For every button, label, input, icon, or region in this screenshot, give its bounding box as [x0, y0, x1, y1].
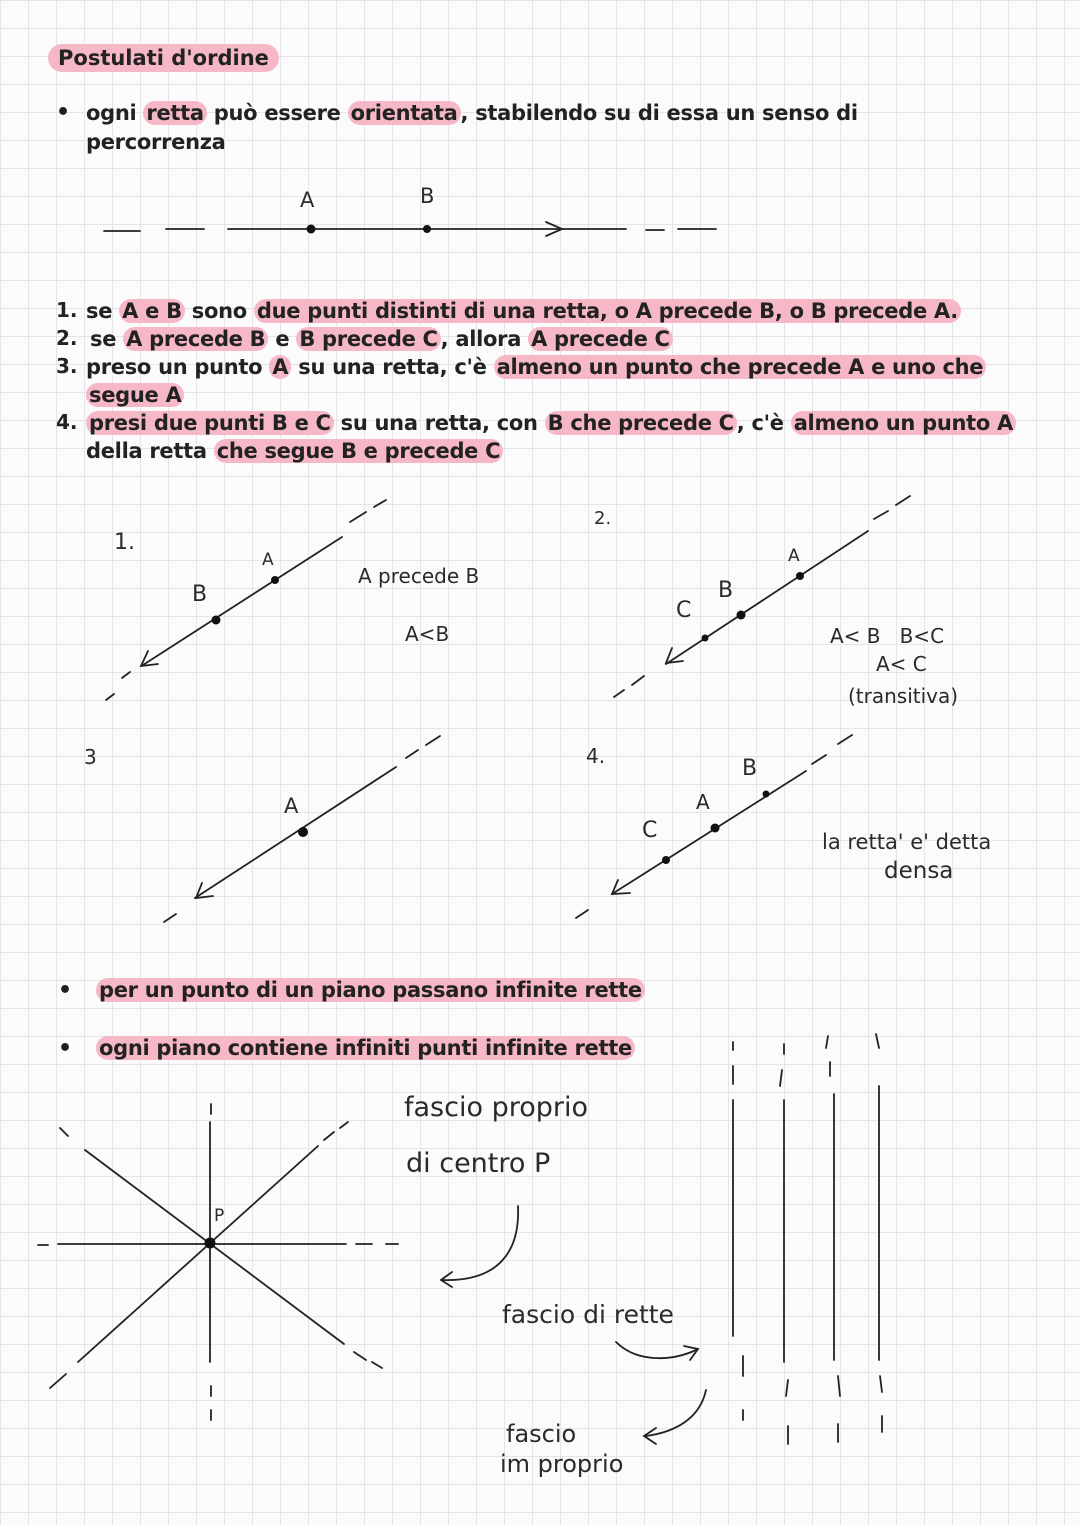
dash-segment — [106, 694, 114, 700]
highlight: ogni piano contiene infiniti punti infinite rette — [96, 1036, 635, 1060]
text-segment: sono — [184, 299, 254, 323]
pencil-line-diagonal — [85, 1150, 344, 1344]
highlight: che segue B e precede C — [214, 439, 504, 463]
fig4-point-b — [763, 791, 770, 798]
dash-segment — [838, 1376, 840, 1396]
label-b: B — [420, 184, 435, 208]
highlight: due punti distinti di una retta, o A precede B, o B precede A. — [254, 299, 961, 323]
highlight: A precede C — [528, 327, 673, 351]
figure-number: 4. — [586, 744, 606, 768]
list-number: 2. — [56, 326, 78, 350]
dash-segment — [786, 1380, 788, 1396]
highlight: A precede B — [123, 327, 268, 351]
highlight-orientata: orientata — [348, 101, 461, 125]
dash-segment — [426, 736, 440, 745]
postulate-3-line2 — [86, 381, 184, 409]
bullet-infinite-lines — [96, 976, 645, 1004]
postulate-2 — [90, 325, 673, 353]
point-a — [307, 225, 316, 234]
text-segment: preso un punto — [86, 355, 270, 379]
dash-segment — [576, 910, 588, 918]
dash-segment — [880, 1376, 882, 1392]
fig1-note: A<B — [405, 622, 450, 646]
list-number: 1. — [56, 298, 78, 322]
text-segment: , allora — [440, 327, 529, 351]
page-title: Postulati d'ordine — [48, 44, 279, 72]
fascio-rette-label: fascio di rette — [502, 1300, 674, 1329]
dash-segment — [876, 1034, 879, 1048]
fig4-point-c — [662, 856, 670, 864]
fascio-improprio-label: im proprio — [500, 1450, 624, 1478]
dash-segment — [406, 750, 418, 758]
postulate-1 — [86, 297, 961, 325]
fig2-point-a — [796, 572, 804, 580]
bullet-dot: • — [58, 978, 73, 1003]
highlight: B che precede C — [545, 411, 737, 435]
dash-segment — [374, 500, 386, 507]
fig4-label-a: A — [696, 790, 710, 814]
fascio-proprio-label: di centro P — [406, 1148, 551, 1179]
fig1-label-b: B — [192, 582, 208, 607]
highlight: presi due punti B e C — [86, 411, 334, 435]
dash-segment — [122, 672, 130, 678]
text-segment: su una retta, c'è — [291, 355, 494, 379]
dash-segment — [350, 512, 366, 522]
fig1-line — [143, 537, 342, 665]
fig2-point-c — [702, 635, 709, 642]
text-segment: , c'è — [736, 411, 791, 435]
highlight: A e B — [119, 299, 185, 323]
dash-segment — [340, 1122, 348, 1128]
text-segment: ogni — [86, 101, 144, 125]
fig2-note: A< B B<C — [830, 624, 945, 648]
fig2-label-b: B — [718, 578, 734, 603]
fig1-label-a: A — [262, 550, 274, 570]
dash-segment — [780, 1070, 782, 1086]
text-segment: può essere — [206, 101, 348, 125]
dash-segment — [60, 1128, 68, 1136]
figure-number: 3 — [84, 745, 97, 769]
pencil-line-diagonal — [78, 1146, 318, 1362]
dash-segment — [812, 755, 826, 764]
fig2-label-c: C — [676, 598, 692, 623]
postulate-4-line2 — [86, 437, 503, 465]
fig3-point-a — [298, 827, 308, 837]
list-number: 4. — [56, 410, 78, 434]
fig2-point-b — [737, 611, 746, 620]
figure-number: 1. — [114, 530, 135, 555]
text-segment: se — [90, 327, 124, 351]
fig1-point-a — [271, 576, 279, 584]
fascio-proprio-label: fascio proprio — [404, 1092, 588, 1123]
curved-arrow — [616, 1342, 696, 1358]
dash-segment — [896, 496, 910, 505]
fig2-label-a: A — [788, 546, 800, 566]
text-segment: e — [268, 327, 297, 351]
list-number: 3. — [56, 354, 78, 378]
dash-segment — [50, 1374, 66, 1388]
text-segment: , stabilendo su di essa un senso di — [460, 101, 858, 125]
fig4-point-a — [711, 824, 720, 833]
fig1-point-b — [212, 616, 221, 625]
fig1-note: A precede B — [358, 564, 480, 588]
fig4-note: densa — [884, 858, 954, 884]
fascio-improprio-label: fascio — [506, 1420, 577, 1448]
highlight-retta: retta — [143, 101, 206, 125]
bullet-dot: • — [58, 1036, 73, 1061]
bullet-dot: • — [56, 100, 71, 125]
bullet-plane-contains — [96, 1034, 635, 1062]
point-p — [205, 1238, 216, 1249]
curved-arrow — [442, 1206, 518, 1280]
dash-segment — [372, 1362, 382, 1368]
bullet-orientation-line2: percorrenza — [86, 130, 226, 154]
highlight: B precede C — [296, 327, 440, 351]
dash-segment — [354, 1352, 366, 1360]
highlight: almeno un punto che precede A e uno che — [494, 355, 987, 379]
postulate-4 — [86, 409, 1016, 437]
dash-segment — [826, 1036, 828, 1048]
highlight: segue A — [86, 383, 184, 407]
text-segment: della retta — [86, 439, 214, 463]
text-segment: su una retta, con — [333, 411, 545, 435]
fig2-note: A< C — [876, 652, 927, 676]
fig3-label-a: A — [284, 794, 299, 818]
fig4-note: la retta' e' detta — [822, 830, 992, 854]
dash-segment — [874, 511, 888, 519]
highlight: almeno un punto A — [791, 411, 1016, 435]
fig2-note: (transitiva) — [848, 684, 959, 708]
fig4-label-b: B — [742, 756, 758, 781]
label-p: P — [214, 1206, 225, 1226]
point-b — [423, 225, 431, 233]
highlight: A — [269, 355, 291, 379]
figure-number: 2. — [594, 508, 612, 529]
dash-segment — [632, 676, 644, 685]
highlight: per un punto di un piano passano infinite rette — [96, 978, 645, 1002]
dash-segment — [164, 914, 176, 922]
text-segment: se — [86, 299, 120, 323]
postulate-3 — [86, 353, 986, 381]
dash-segment — [324, 1132, 334, 1140]
dash-segment — [614, 690, 624, 697]
label-a: A — [300, 188, 315, 212]
fig3-line — [195, 767, 396, 898]
dash-segment — [838, 735, 852, 744]
fig4-label-c: C — [642, 818, 658, 843]
